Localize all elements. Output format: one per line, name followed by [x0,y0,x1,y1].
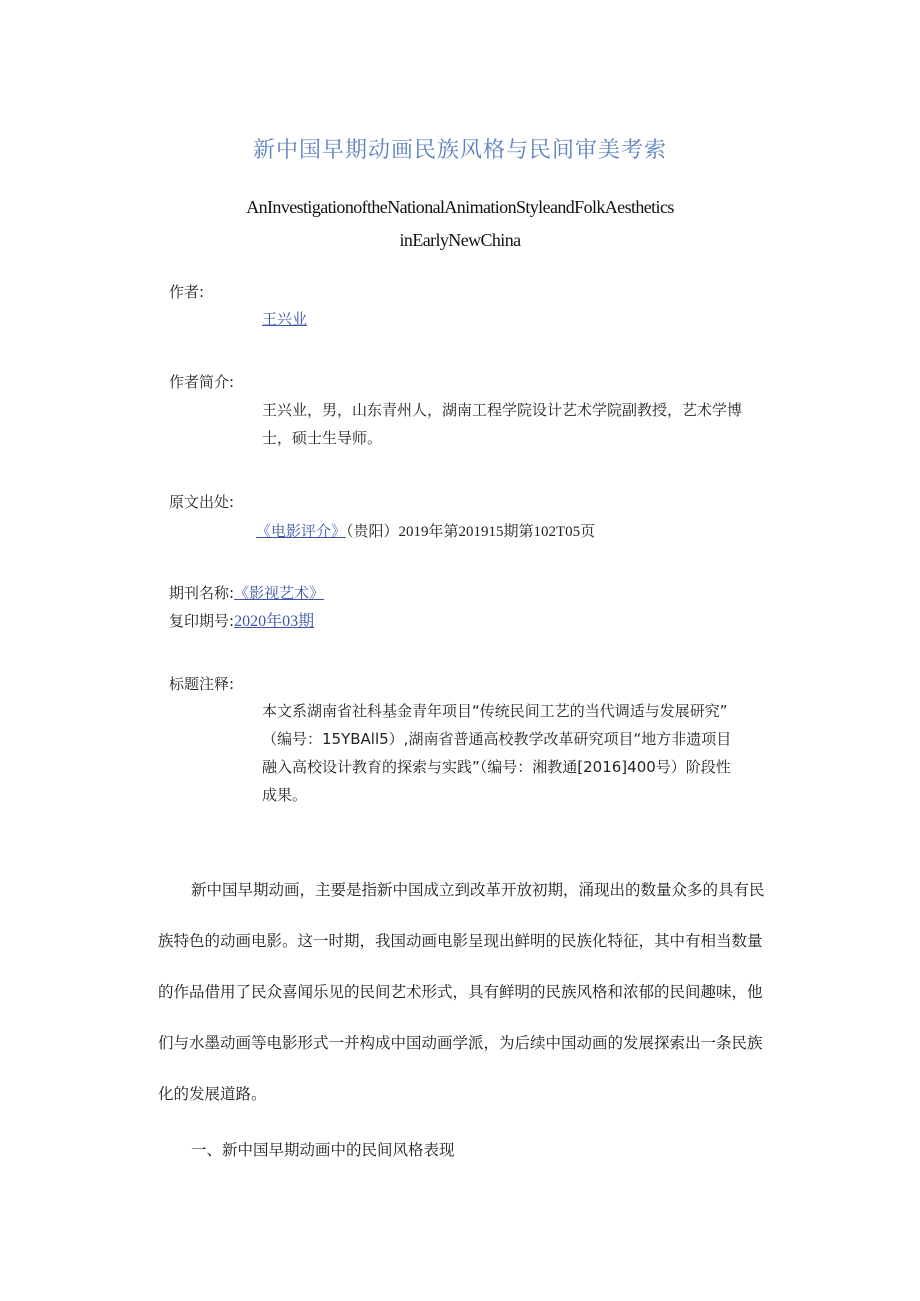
body-line-3: 的作品借用了民众喜闻乐见的民间艺术形式，具有鲜明的民族风格和浓郁的民间趣味，他 [158,983,763,1001]
body-line-5: 化的发展道路。 [158,1085,267,1103]
note-line-2: （编号：15YBAll5）,湖南省普通高校教学改革研究项目“地方非遗项目 [262,730,732,748]
bio-line-2: 士，硕士生导师。 [262,429,383,447]
body-line-1: 新中国早期动画，主要是指新中国成立到改革开放初期，涌现出的数量众多的具有民 [191,881,765,899]
source-line [256,520,595,541]
title-chinese: 新中国早期动画民族风格与民间审美考索 [252,138,667,163]
reprint-link[interactable]: 2020年03期 [234,613,315,630]
title-english-line2: inEarlyNewChina [399,230,521,250]
author-label: 作者: [169,283,205,301]
note-line-1: 本文系湖南省社科基金青年项目“传统民间工艺的当代调适与发展研究” [262,702,728,720]
note-line-4: 成果。 [262,786,308,804]
reprint-row [169,608,314,631]
reprint-label: 复印期号: [169,612,235,630]
body-line-2: 族特色的动画电影。这一时期，我国动画电影呈现出鲜明的民族化特征，其中有相当数量 [158,932,763,950]
source-label: 原文出处: [169,493,235,511]
source-details: （贵阳）2019年第201915期第102T05页 [346,524,596,540]
note-label: 标题注释: [169,675,235,693]
note-line-3: 融入高校设计教育的探索与实践”（编号：湘教通[2016]400号）阶段性 [262,758,731,776]
bio-label: 作者简介: [169,373,235,391]
author-name-link[interactable]: 王兴业 [262,310,308,328]
title-english-line1: AnInvestigationoftheNationalAnimationStyleandFolkAesthetics [246,197,674,217]
periodical-row [169,582,324,603]
section-1-heading: 一、新中国早期动画中的民间风格表现 [191,1141,455,1159]
source-journal-link[interactable]: 《电影评介》 [256,522,347,540]
bio-line-1: 王兴业，男，山东青州人，湖南工程学院设计艺术学院副教授，艺术学博 [262,401,743,419]
body-line-4: 们与水墨动画等电影形式一并构成中国动画学派，为后续中国动画的发展探索出一条民族 [158,1034,763,1052]
periodical-link[interactable]: 《影视艺术》 [234,584,325,602]
periodical-label: 期刊名称: [169,584,235,602]
